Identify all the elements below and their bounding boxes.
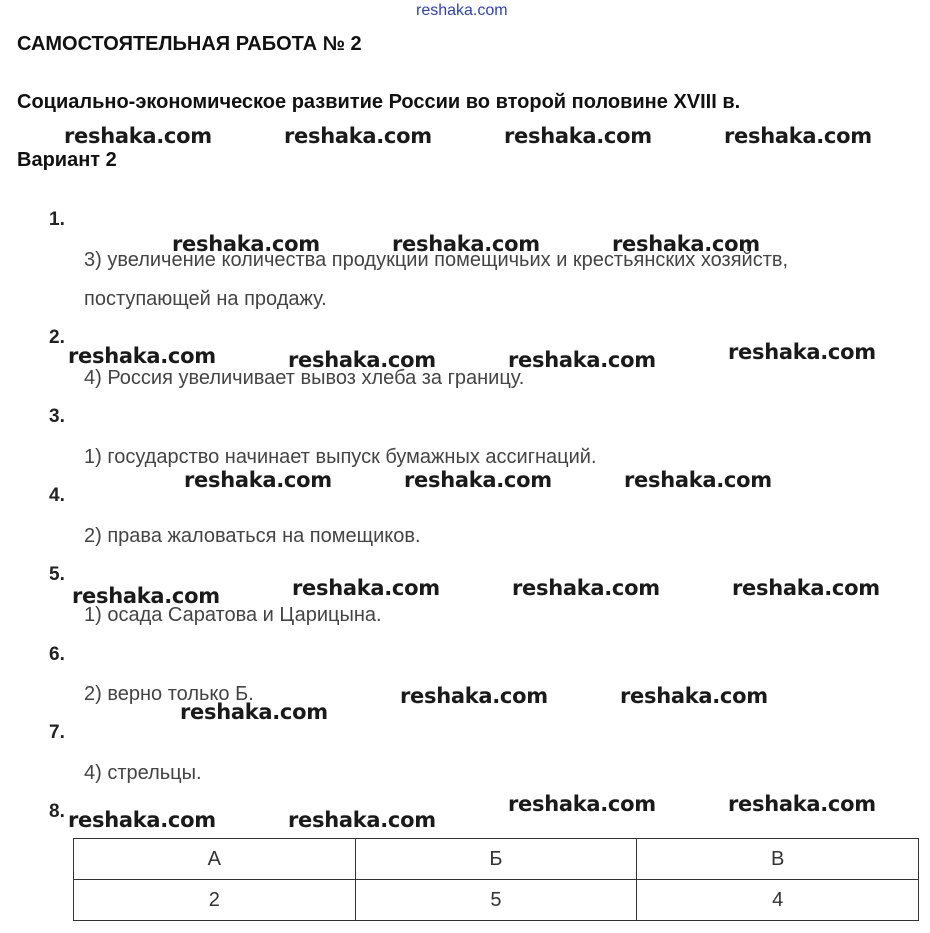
answer-text: 4) стрельцы.	[84, 762, 202, 784]
page-title: САМОСТОЯТЕЛЬНАЯ РАБОТА № 2	[17, 33, 362, 55]
watermark: reshaka.com	[504, 124, 652, 148]
question-number: 4.	[49, 485, 65, 506]
watermark: reshaka.com	[68, 808, 216, 832]
answer-text: 2) верно только Б.	[84, 683, 254, 705]
watermark: reshaka.com	[732, 576, 880, 600]
watermark: reshaka.com	[404, 468, 552, 492]
question-number: 1.	[49, 209, 65, 230]
watermark: reshaka.com	[724, 124, 872, 148]
answer-text: 1) осада Саратова и Царицына.	[84, 604, 382, 626]
question-number: 2.	[49, 327, 65, 348]
table-header-cell: В	[637, 839, 919, 880]
watermark: reshaka.com	[288, 348, 436, 372]
table-cell: 2	[74, 880, 356, 921]
question-number: 3.	[49, 406, 65, 427]
watermark: reshaka.com	[508, 792, 656, 816]
table-header-cell: Б	[355, 839, 637, 880]
question-number: 5.	[49, 564, 65, 585]
watermark: reshaka.com	[184, 468, 332, 492]
watermark: reshaka.com	[400, 684, 548, 708]
table-header-row	[74, 839, 919, 880]
table-header-cell: А	[74, 839, 356, 880]
watermark: reshaka.com	[512, 576, 660, 600]
question-number: 6.	[49, 644, 65, 665]
topic-heading: Социально-экономическое развитие России во второй половине XVIII в.	[17, 91, 741, 113]
watermark: reshaka.com	[728, 340, 876, 364]
watermark: reshaka.com	[292, 576, 440, 600]
question-number: 7.	[49, 722, 65, 743]
watermark: reshaka.com	[508, 348, 656, 372]
watermark: reshaka.com	[288, 808, 436, 832]
answer-text-continued: поступающей на продажу.	[84, 288, 327, 310]
watermark: reshaka.com	[172, 232, 320, 256]
site-logo-text: reshaka.com	[416, 2, 508, 19]
watermark: reshaka.com	[728, 792, 876, 816]
answer-text: 4) Россия увеличивает вывоз хлеба за границу.	[84, 367, 525, 389]
answer-table	[73, 838, 919, 921]
watermark: reshaka.com	[620, 684, 768, 708]
watermark: reshaka.com	[284, 124, 432, 148]
watermark: reshaka.com	[624, 468, 772, 492]
watermark: reshaka.com	[64, 124, 212, 148]
answer-text: 2) права жаловаться на помещиков.	[84, 525, 421, 547]
answer-text: 3) увеличение количества продукции помещичьих и крестьянских хозяйств,	[84, 249, 789, 271]
watermark: reshaka.com	[68, 344, 216, 368]
table-row	[74, 880, 919, 921]
watermark: reshaka.com	[72, 584, 220, 608]
watermark: reshaka.com	[180, 700, 328, 724]
question-number: 8.	[49, 801, 65, 822]
table-cell: 4	[637, 880, 919, 921]
table-cell: 5	[355, 880, 637, 921]
watermark: reshaka.com	[392, 232, 540, 256]
variant-heading: Вариант 2	[17, 149, 117, 171]
watermark: reshaka.com	[612, 232, 760, 256]
answer-text: 1) государство начинает выпуск бумажных ассигнаций.	[84, 446, 597, 468]
